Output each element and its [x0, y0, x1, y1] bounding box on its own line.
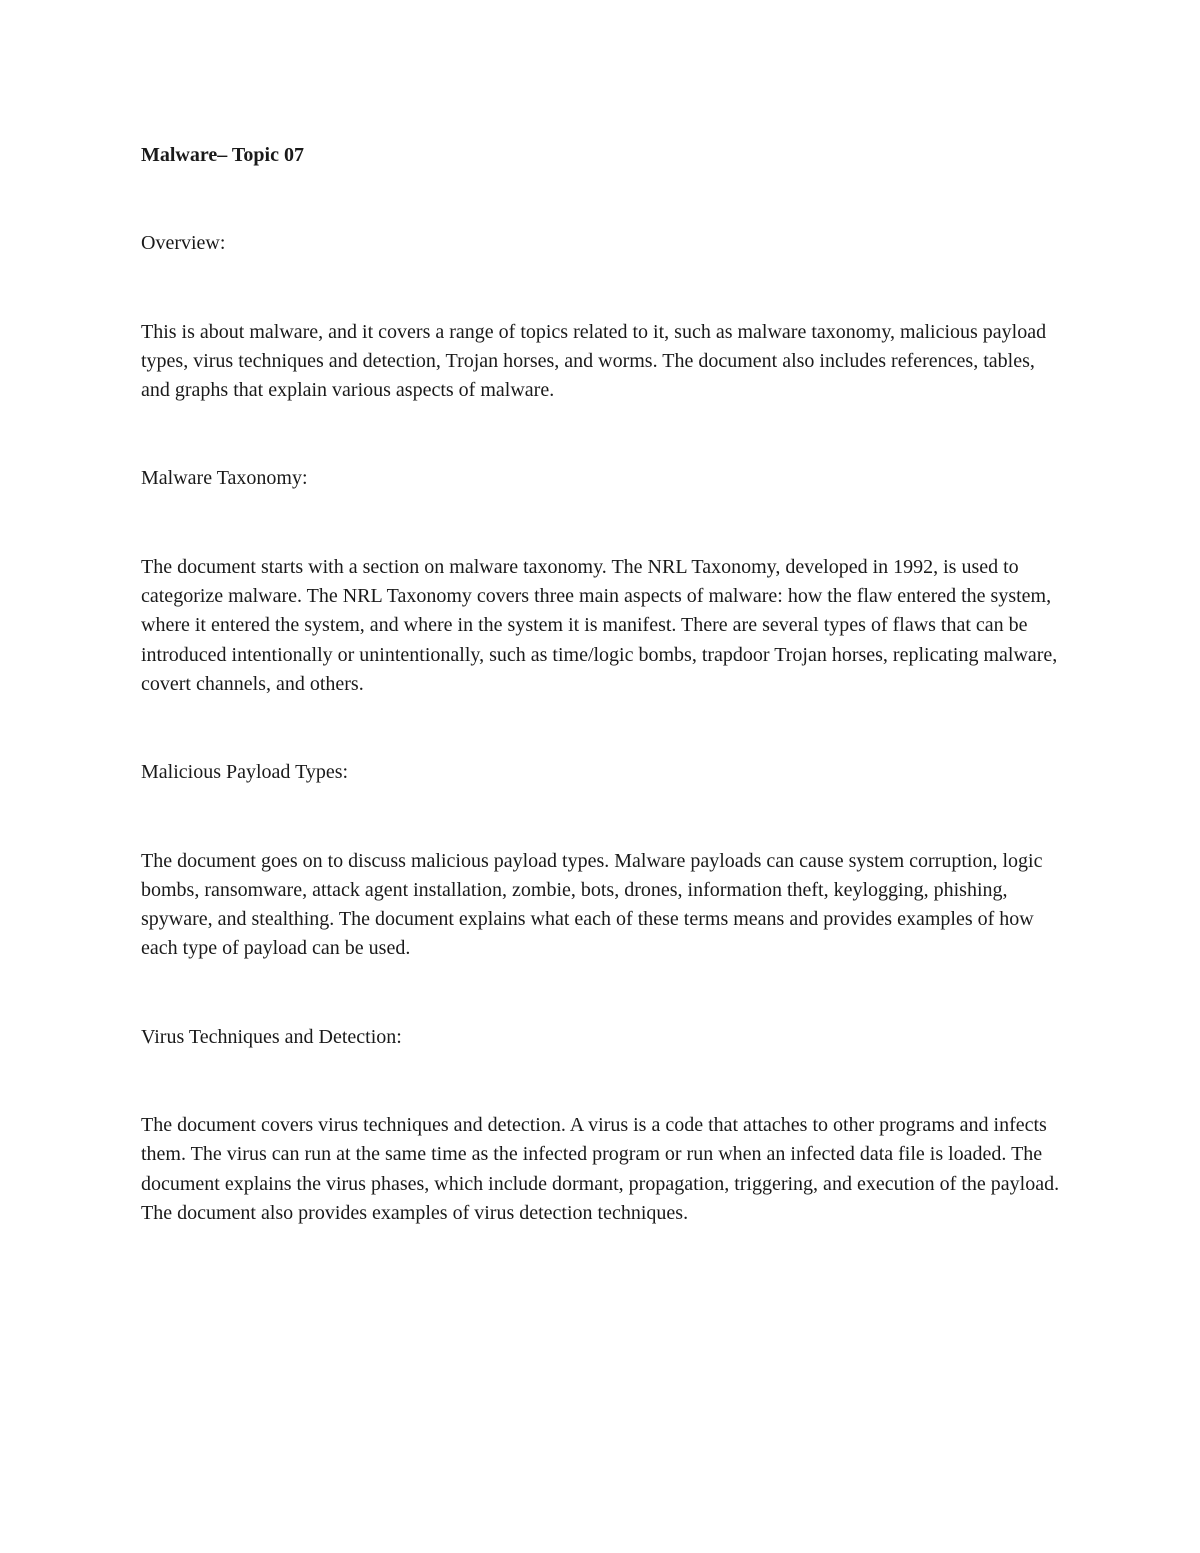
section-heading-malicious-payload-types: Malicious Payload Types: [141, 761, 349, 784]
document-content [141, 141, 1066, 1228]
section-heading-virus-techniques: Virus Techniques and Detection: [141, 1025, 402, 1048]
section-body-malware-taxonomy: The document starts with a section on malware taxonomy. The NRL Taxonomy, developed in 1992, is used to categorize malware. The NRL Taxonomy covers three main aspects of malware: how the flaw entered the system, where it entered the system, and where in the system it is manifest. There are several types of flaws that can be introduced intentionally or unintentionally, such as time/logic bombs, trapdoor Trojan horses, replicating malware, covert channels, and others. [141, 555, 1058, 695]
document-title: Malware– Topic 07 [141, 144, 304, 166]
section-body-malicious-payload-types: The document goes on to discuss malicious payload types. Malware payloads can cause system corruption, logic bombs, ransomware, attack agent installation, zombie, bots, drones, information theft, keylogging, phishing, spyware, and stealthing. The document explains what each of these terms means and provides examples of how each type of payload can be used. [141, 849, 1043, 960]
section-heading-overview: Overview: [141, 232, 226, 255]
section-body-overview: This is about malware, and it covers a range of topics related to it, such as malware taxonomy, malicious payload types, virus techniques and detection, Trojan horses, and worms. The document also includes references, tables, and graphs that explain various aspects of malware. [141, 320, 1047, 402]
section-body-virus-techniques: The document covers virus techniques and detection. A virus is a code that attaches to other programs and infects them. The virus can run at the same time as the infected program or run when an infected data file is loaded. The document explains the virus phases, which include dormant, propagation, triggering, and execution of the payload. The document also provides examples of virus detection techniques. [141, 1114, 1060, 1224]
section-heading-malware-taxonomy: Malware Taxonomy: [141, 467, 308, 490]
